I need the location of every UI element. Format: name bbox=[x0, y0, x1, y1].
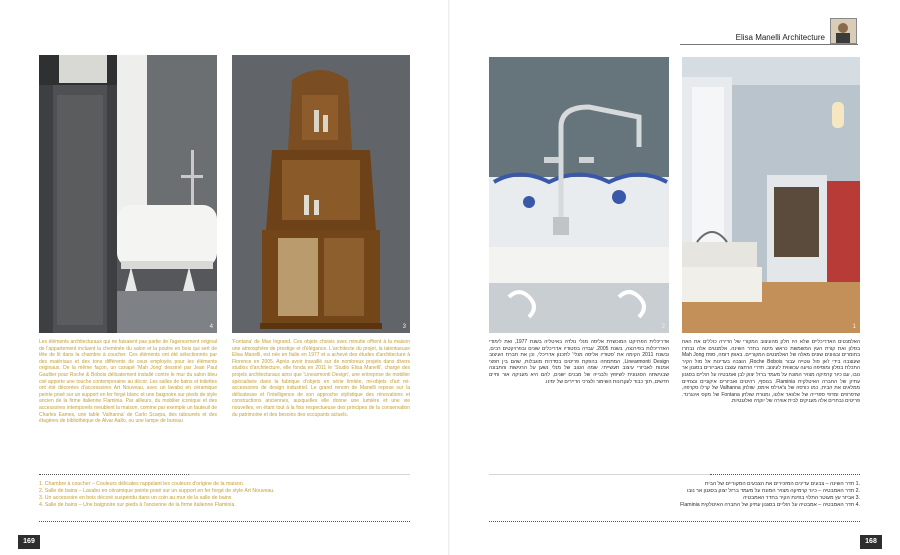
caption-item: 2. Salle de bains – Lavabo en céramique peinte posé sur un support en fer forgé de style Art Nouveau. bbox=[39, 488, 275, 494]
architect-portrait bbox=[830, 18, 857, 44]
photo-number: 3 bbox=[402, 324, 406, 330]
caption-item: .3 אביזר עץ מעוטר התלוי בפינת הקיר בחדר האמבטיה bbox=[743, 495, 860, 501]
captions bbox=[39, 481, 410, 509]
body-text-column-2: האלמנטים האדריכליים שלא היו חלק מהעיצוב המקורי של הדירה כוללים את האח בסלון ואת קורת העץ המשמשת כראש מיטה בחדר השינה. אלמנטים אלה נבחרו בחומרים ובגוונים שונים מאלה של האלמנטים המקוריים. באופן דומה, ספת Mah Jong שעוצבה בידי ז'אן פול גוטייה עבור Roche Bobois, הוצבה בעדינות אל מול הקיר התכלת בסלון ומוסיפה נגיעה עכשווית לעיצוב. חדרי הרחצה עוצבו באביזרים בסגנון אר נובו, עם כיור קרמיקה מצויר המונח על מעמד ברזל יצוק לבן ואמבטיה על רגליים בסגנון עתיק של החברה האיטלקית Flaminia. בנוסף, רהיטים ואביזרים איקוניים ונצחיים ממלאים את הבית, כמו כורסה של צ'ארלס אימס, שולחן Valhanna של קרלו סקרפה, שרפרפים ומדפי ספרייה של אלוואר אלטו, ומנורת שולחן Fontana של מקס אינגרנד. פריטים נבחרים אלה מעניקים לבית אווירה של יוקרה ואלגנטיות. bbox=[682, 339, 861, 405]
body-text-column-1: Les éléments architecturaux qui ne faisaient pas partie de l'agencement original de l'appartement incluent la cheminée du salon et la poutre en bois qui sert de tête de lit dans la chambre à coucher. Ces éléments ont été sélectionnés par des matériaux et des tons différents de ceux employés pour les éléments originaux. De la même façon, un canapé 'Mah Jong' dessiné par Jean Paul Gaultier pour Roche & Bobois délicatement installé contre le mur du salon bleu ciel apporte une touche contemporaine au décor. Les salles de bains et toilettes ont été décorées d'accessoires Art Nouveau, avec un lavabo en céramique peinte posé sur un support en fer forgé blanc et une baignoire sur pieds de style ancien de la firme italienne Flaminia. Par ailleurs, du mobilier iconique et des accessoires intemporels meublent la maison, comme par exemple un fauteuil de Charles Eames, une table 'Valhanna' de Carlo Scarpa, des tabourets et des étagères de bibliothèque de Alvar Aalto, ou une lampe de bureau bbox=[39, 339, 217, 425]
caption-divider-bottom bbox=[489, 521, 860, 522]
photo-bathtub bbox=[39, 55, 217, 333]
right-page bbox=[450, 0, 900, 555]
caption-divider-end bbox=[189, 474, 410, 475]
body-text-column-1: אדריכלית הפרויקט המוכשרת אליסה מנלי נולדה באיטליה בשנת 1977, ואת לימודי האדריכלות בפירנצה, בשנת 2005. עבדה בסטודיו אדריכלים שונים ובפרויקטים רבים, ובשנת 2011 הקימה את 'סטודיו אליסה מנלי' לתכנון אדריכלי, וכן את חברת העיצוב Linearmonti Design, המתמחה בהפקת פריטים בסדרות מוגבלות, שהם בין חפצי אמנות לאביזרי עיצוב תעשייתי. שמה הטוב של מנלי נשען על הרגישות והתבונה שבגישתה הסגנונית לשיפוץ ולבנייה של מבנים ישנים, להם היא מעניקה אור וחיים חדשים, תוך כבוד לעקרונות השימור ולצרכי הדיירים של ימינו. bbox=[489, 339, 669, 385]
caption-divider bbox=[710, 474, 860, 475]
photo-bedroom bbox=[682, 57, 860, 333]
caption-item: 3. Un accessoire en bois décoré suspendu dans un coin au mur de la salle de bains bbox=[39, 495, 232, 501]
caption-divider bbox=[39, 474, 189, 475]
photo-number: 4 bbox=[209, 324, 213, 330]
caption-item: .2 חדר האמבטיה – כיור קרמיקה מצויר המונח על מעמד ברזל יצוק בסגנון אר נובו bbox=[686, 488, 860, 494]
caption-item: 4. Salle de bains – Une baignoire sur pieds à l'ancienne de la firme italienne Flaminia. bbox=[39, 502, 236, 508]
header-rule bbox=[680, 44, 858, 45]
caption-item: .1 חדר השינה – צבעים עדינים המזכירים את הצבעים המקוריים של הבית bbox=[704, 481, 860, 487]
body-text-column-2: 'Fontana' de Max Ingrand. Ces objets choisis avec minutie offrent à la maison une atmosphère de prestige et d'élégance. L'architecte du projet, la talentueuse Elisa Manelli, est née en Italie en 1977 et a achevé des études d'architecture à Florence en 2005. Après avoir travaillé sur de nombreux projets dans divers studios d'architecture, elle fonda en 2011 le 'Studio Elisa Manelli', chargé des projets architecturaux ainsi que 'Linearmonti Design', une entreprise de mobilier spécialisée dans la fabrique d'objets en série limitée, mi-objets d'art mi-accessoires de design industriel. Le grand renom de Manelli repose sur la délicatesse et l'intelligence de son approche stylistique des rénovations et constructions anciennes, auxquelles elle donne une lumière et une vie nouvelles, en étant tout à la fois respectueuse des principes de la conservation du patrimoine et des besoins des occupants actuels. bbox=[232, 339, 410, 418]
caption-divider-start bbox=[489, 474, 710, 475]
caption-item: .4 חדר האמבטיה – אמבטיה על רגליים בסגנון עתיק של החברה האיטלקית Flaminia bbox=[680, 502, 860, 508]
photo-number: 2 bbox=[661, 324, 665, 330]
header-title: Elisa Manelli Architecture bbox=[735, 33, 825, 42]
photo-sink bbox=[489, 57, 669, 333]
caption-item: 1. Chambre à coucher – Couleurs délicates rappelant les couleurs d'origine de la maison. bbox=[39, 481, 245, 487]
photo-corner-shelf bbox=[232, 55, 410, 333]
page-number: 169 bbox=[18, 535, 40, 549]
photo-number: 1 bbox=[852, 324, 856, 330]
page-number: 168 bbox=[860, 535, 882, 549]
caption-divider-bottom bbox=[39, 521, 410, 522]
captions bbox=[489, 481, 860, 509]
